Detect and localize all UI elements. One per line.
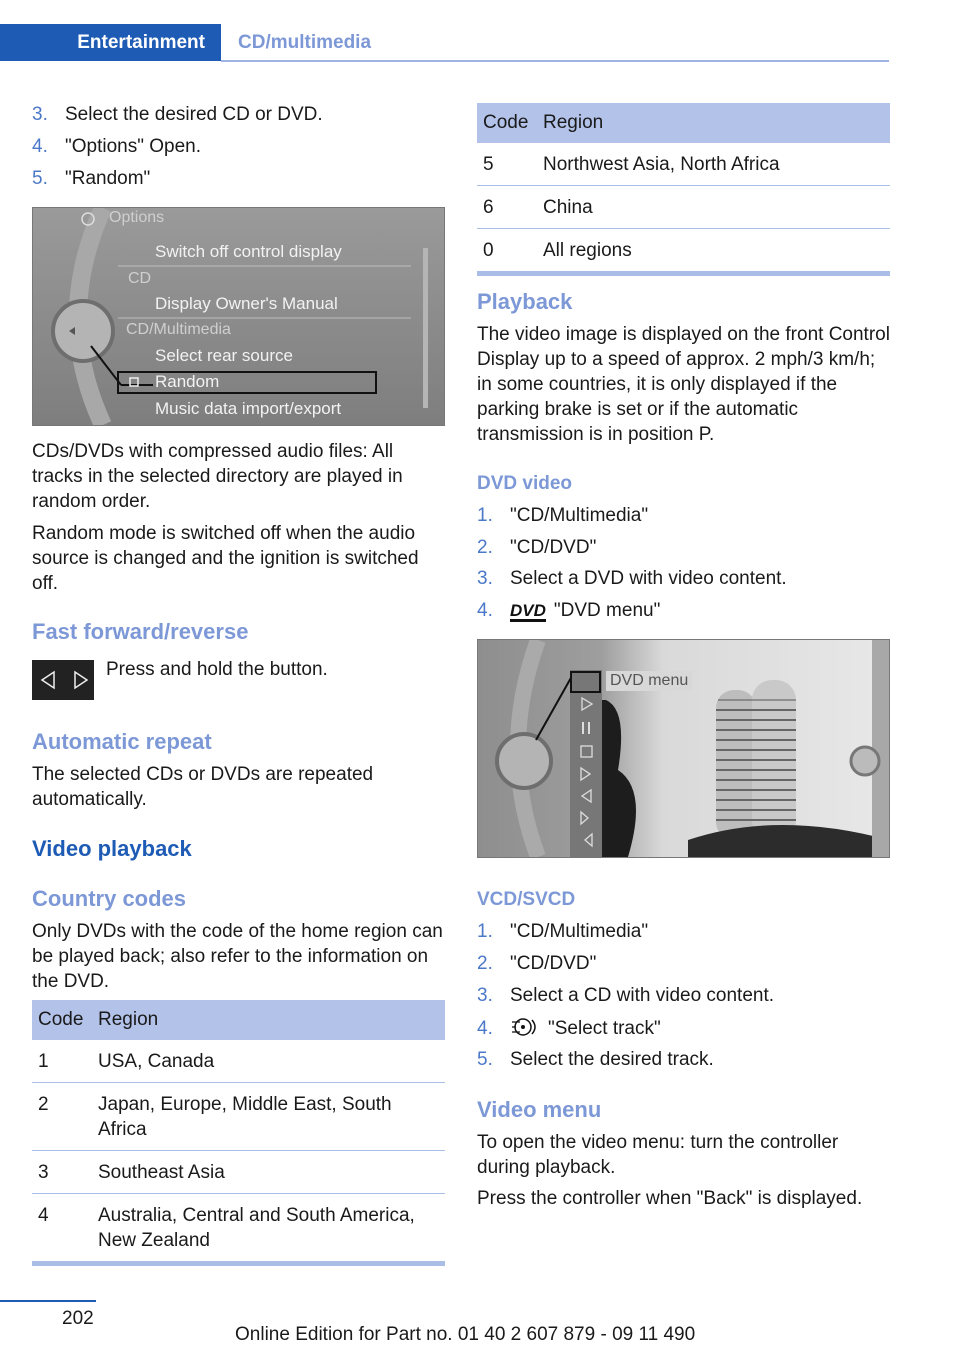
vcd-step-4 bbox=[477, 1016, 661, 1045]
step-text: Select a CD with video content. bbox=[510, 985, 775, 1006]
step-text: "CD/Multimedia" bbox=[510, 921, 649, 942]
table-row bbox=[477, 186, 890, 229]
vcd-step-5 bbox=[477, 1048, 714, 1072]
dvd-logo-icon: DVD bbox=[510, 601, 546, 620]
video-menu-text-1: To open the video menu: turn the controller during playback. bbox=[477, 1132, 839, 1178]
step-number: 2. bbox=[477, 953, 493, 974]
ff-text: Press and hold the button. bbox=[106, 659, 328, 680]
step-text: "DVD menu" bbox=[553, 600, 661, 621]
region-table-right bbox=[477, 103, 890, 276]
step-number: 4. bbox=[477, 1018, 493, 1039]
table-header-row bbox=[477, 103, 890, 143]
dvd-step-4 bbox=[477, 599, 660, 623]
step-text: Select the desired CD or DVD. bbox=[65, 104, 323, 125]
dvd-video-heading: DVD video bbox=[477, 473, 573, 494]
step-number: 3. bbox=[477, 985, 493, 1006]
column-header-region: Region bbox=[92, 1000, 445, 1040]
column-header-code: Code bbox=[32, 1000, 92, 1040]
step-text: "CD/DVD" bbox=[510, 537, 597, 558]
table-row bbox=[32, 1151, 445, 1194]
section-label: Entertainment bbox=[77, 32, 205, 53]
page-number: 202 bbox=[62, 1308, 94, 1329]
country-codes-heading: Country codes bbox=[32, 886, 187, 911]
table-row bbox=[477, 229, 890, 274]
step-number: 2. bbox=[477, 537, 493, 558]
region-cell: USA, Canada bbox=[92, 1040, 445, 1083]
region-cell: Australia, Central and South America, New Zealand bbox=[92, 1194, 445, 1264]
seek-button-icon bbox=[32, 660, 94, 700]
region-cell: China bbox=[537, 186, 890, 229]
step-number: 3. bbox=[477, 568, 493, 589]
menu-item-rear-source[interactable]: Select rear source bbox=[155, 346, 293, 365]
step-text: Select a DVD with video content. bbox=[510, 568, 787, 589]
video-menu-text-2: Press the controller when "Back" is displayed. bbox=[477, 1188, 863, 1209]
step-3 bbox=[32, 103, 323, 127]
video-playback-heading: Video playback bbox=[32, 836, 192, 861]
vcd-svcd-heading: VCD/SVCD bbox=[477, 889, 576, 910]
menu-group-cd: CD bbox=[128, 270, 152, 287]
vcd-step-1 bbox=[477, 920, 648, 944]
code-cell: 0 bbox=[477, 229, 537, 274]
video-menu-heading: Video menu bbox=[477, 1097, 602, 1122]
step-text: "Random" bbox=[65, 168, 151, 189]
random-description: CDs/DVDs with compressed audio files: All tracks in the selected directory are played in random order. bbox=[32, 441, 403, 512]
table-header-row bbox=[32, 1000, 445, 1040]
country-codes-text: Only DVDs with the code of the home region can be played back; also refer to the information on the DVD. bbox=[32, 921, 443, 992]
dvd-step-3 bbox=[477, 567, 787, 591]
edition-text: Online Edition for Part no. 01 40 2 607 879 - 09 11 490 bbox=[235, 1324, 696, 1345]
column-header-code: Code bbox=[477, 103, 537, 143]
step-number: 1. bbox=[477, 921, 493, 942]
menu-item-owners-manual[interactable]: Display Owner's Manual bbox=[155, 294, 338, 313]
step-5 bbox=[32, 167, 150, 191]
dvd-menu-label[interactable]: DVD menu bbox=[606, 671, 692, 691]
select-track-icon bbox=[510, 1016, 540, 1045]
step-text: "Options" Open. bbox=[65, 136, 202, 157]
menu-item-music-import[interactable]: Music data import/export bbox=[155, 399, 342, 418]
step-text: Select the desired track. bbox=[510, 1049, 714, 1070]
code-cell: 1 bbox=[32, 1040, 92, 1083]
options-title: Options bbox=[109, 209, 165, 226]
dvd-step-1 bbox=[477, 504, 648, 528]
ff-heading: Fast forward/reverse bbox=[32, 619, 249, 644]
step-number: 5. bbox=[477, 1049, 493, 1070]
dvd-menu-screen-image bbox=[477, 639, 890, 858]
column-header-region: Region bbox=[537, 103, 890, 143]
menu-group-cd-multimedia: CD/Multimedia bbox=[126, 321, 231, 338]
playback-text: The video image is displayed on the front Control Display up to a speed of approx. 2 mph/3 km/h; in some countries, it is only displayed if the parking brake is set or if the automatic transmission is in position P. bbox=[477, 324, 890, 445]
subsection-label: CD/multimedia bbox=[238, 32, 372, 53]
repeat-text: The selected CDs or DVDs are repeated automatically. bbox=[32, 764, 374, 810]
controller-graphic bbox=[33, 208, 444, 425]
header-divider bbox=[221, 60, 889, 62]
step-number: 5. bbox=[32, 168, 48, 189]
region-cell: Northwest Asia, North Africa bbox=[537, 143, 890, 186]
table-row bbox=[32, 1083, 445, 1151]
region-cell: Southeast Asia bbox=[92, 1151, 445, 1194]
region-table-left bbox=[32, 1000, 445, 1266]
step-text: "Select track" bbox=[548, 1018, 661, 1039]
dvd-step-2 bbox=[477, 536, 596, 560]
region-cell: All regions bbox=[537, 229, 890, 274]
repeat-heading: Automatic repeat bbox=[32, 729, 212, 754]
step-text: "CD/DVD" bbox=[510, 953, 597, 974]
code-cell: 6 bbox=[477, 186, 537, 229]
code-cell: 4 bbox=[32, 1194, 92, 1264]
code-cell: 2 bbox=[32, 1083, 92, 1151]
vcd-step-3 bbox=[477, 984, 774, 1008]
step-number: 1. bbox=[477, 505, 493, 526]
footer-divider bbox=[0, 1300, 96, 1302]
step-number: 4. bbox=[32, 136, 48, 157]
section-tab bbox=[0, 24, 221, 61]
code-cell: 3 bbox=[32, 1151, 92, 1194]
playback-heading: Playback bbox=[477, 289, 573, 314]
table-row bbox=[32, 1040, 445, 1083]
step-number: 3. bbox=[32, 104, 48, 125]
step-4 bbox=[32, 135, 201, 159]
table-row bbox=[477, 143, 890, 186]
table-row bbox=[32, 1194, 445, 1264]
step-text: "CD/Multimedia" bbox=[510, 505, 649, 526]
menu-item-switch-off[interactable]: Switch off control display bbox=[155, 242, 342, 261]
vcd-step-2 bbox=[477, 952, 596, 976]
step-number: 4. bbox=[477, 600, 493, 621]
region-cell: Japan, Europe, Middle East, South Africa bbox=[92, 1083, 445, 1151]
options-screen-image bbox=[32, 207, 445, 426]
random-off-note: Random mode is switched off when the audio source is changed and the ignition is switched off. bbox=[32, 523, 419, 594]
code-cell: 5 bbox=[477, 143, 537, 186]
menu-item-random[interactable]: Random bbox=[155, 372, 220, 391]
